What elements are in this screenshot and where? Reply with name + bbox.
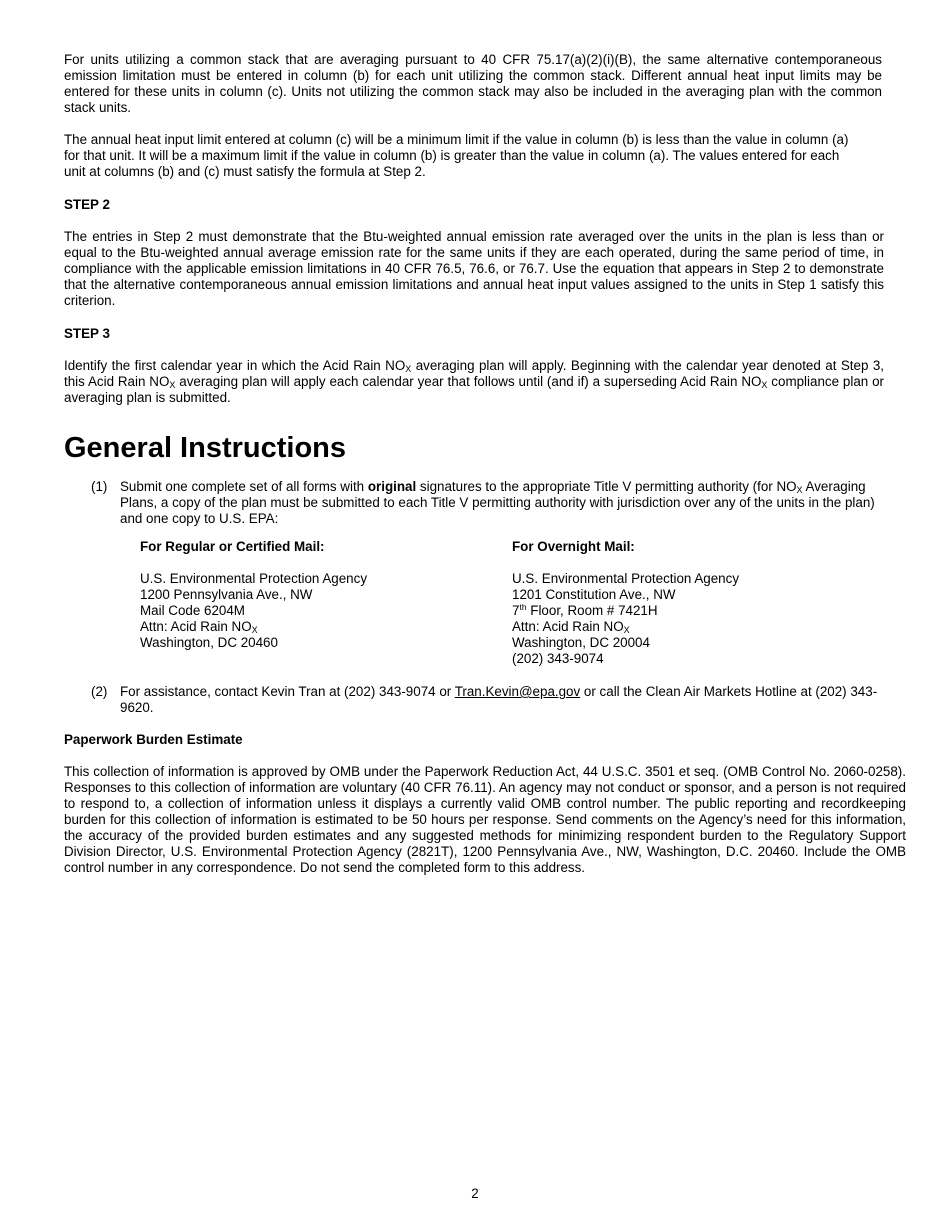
general-instructions-title: General Instructions xyxy=(64,432,347,464)
step2-body: The entries in Step 2 must demonstrate that the Btu-weighted annual emission rate averaged over the units in the plan is less than or equal to the Btu-weighted annual average emission rate for the same units if they are each operated, during the same period of time, in compliance with the applicable emission limitations in 40 CFR 76.5, 76.6, or 76.7. Use the equation that appears in Step 2 to demonstrate that the alternative contemporaneous annual emission limitations and annual heat input values assigned to the units in Step 1 satisfy this criterion. xyxy=(64,229,884,308)
step2-heading: STEP 2 xyxy=(64,197,110,212)
heat-input-paragraph: The annual heat input limit entered at column (c) will be a minimum limit if the value in column (b) is less than the value in column (a) for that unit. It will be a maximum limit if the value in column (b) is greater than the value in column (a). The values entered for each unit at columns (b) and (c) must satisfy the formula at Step 2. xyxy=(64,132,849,179)
step3-heading: STEP 3 xyxy=(64,326,110,341)
list-item-number: (1) xyxy=(91,479,108,494)
list-item-text: For assistance, contact Kevin Tran at (202) 343-9074 or Tran.Kevin@epa.gov or call the Clean Air Markets Hotline at (202) 343-9620. xyxy=(120,684,878,715)
list-item xyxy=(64,684,884,716)
overnight-mail-heading: For Overnight Mail: xyxy=(512,539,635,554)
burden-body: This collection of information is approved by OMB under the Paperwork Reduction Act, 44 U.S.C. 3501 et seq. (OMB Control No. 2060-0258). Responses to this collection of information are voluntary (40 CFR 76.11). An agency may not conduct or sponsor, and a person is not required to respond to, a collection of information unless it displays a currently valid OMB control number. The public reporting and recordkeeping burden for this collection of information is estimated to be 50 hours per response. Send comments on the Agency’s need for this information, the accuracy of the provided burden estimates and any suggested methods for minimizing respondent burden to the Regulatory Support Division Director, U.S. Environmental Protection Agency (2821T), 1200 Pennsylvania Ave., NW, Washington, D.C. 20460. Include the OMB control number in any correspondence. Do not send the completed form to this address. xyxy=(64,764,906,875)
burden-heading: Paperwork Burden Estimate xyxy=(64,732,243,747)
email-link[interactable]: Tran.Kevin@epa.gov xyxy=(454,684,581,699)
step3-body: Identify the first calendar year in which the Acid Rain $NO_X$ averaging plan will apply. Beginning with the calendar year denoted at Step 3, this Acid Rain $NO_X$ averaging plan will apply each calendar year that follows until (and if) a superseding Acid Rain $NO_X$ compliance plan or averaging plan is submitted. xyxy=(64,358,884,405)
document-page xyxy=(64,52,906,876)
overnight-mail-address: For Overnight Mail: U.S. Environmental Protection Agency 1201 Constitution Ave., NW 7th Floor, Room # 7421H Attn: Acid Rain $NO_X$ Washington, DC 20004 (202) 343-9074 xyxy=(512,539,884,667)
instructions-list xyxy=(64,479,884,716)
list-item-text: Submit one complete set of all forms with original signatures to the appropriate Title V permitting authority (for $NO_X$ Averaging Plans, a copy of the plan must be submitted to each Title V permitting authority with jurisdiction over any of the units in the plan) and one copy to U.S. EPA: xyxy=(120,479,875,526)
list-item xyxy=(64,479,884,527)
mailing-addresses xyxy=(140,539,884,667)
regular-mail-heading: For Regular or Certified Mail: xyxy=(140,539,325,554)
page-number: 2 xyxy=(471,1186,479,1201)
list-item-number: (2) xyxy=(91,684,108,699)
regular-mail-address: For Regular or Certified Mail: U.S. Environmental Protection Agency 1200 Pennsylvania Ave., NW Mail Code 6204M Attn: Acid Rain $NO_X$ Washington, DC 20460 xyxy=(140,539,512,667)
common-stack-paragraph: For units utilizing a common stack that are averaging pursuant to 40 CFR 75.17(a)(2)(i)(B), the same alternative contemporaneous emission limitation must be entered in column (b) for each unit utilizing the common stack. Different annual heat input limits may be entered for these units in column (c). Units not utilizing the common stack may also be included in the averaging plan with the common stack units. xyxy=(64,52,882,115)
